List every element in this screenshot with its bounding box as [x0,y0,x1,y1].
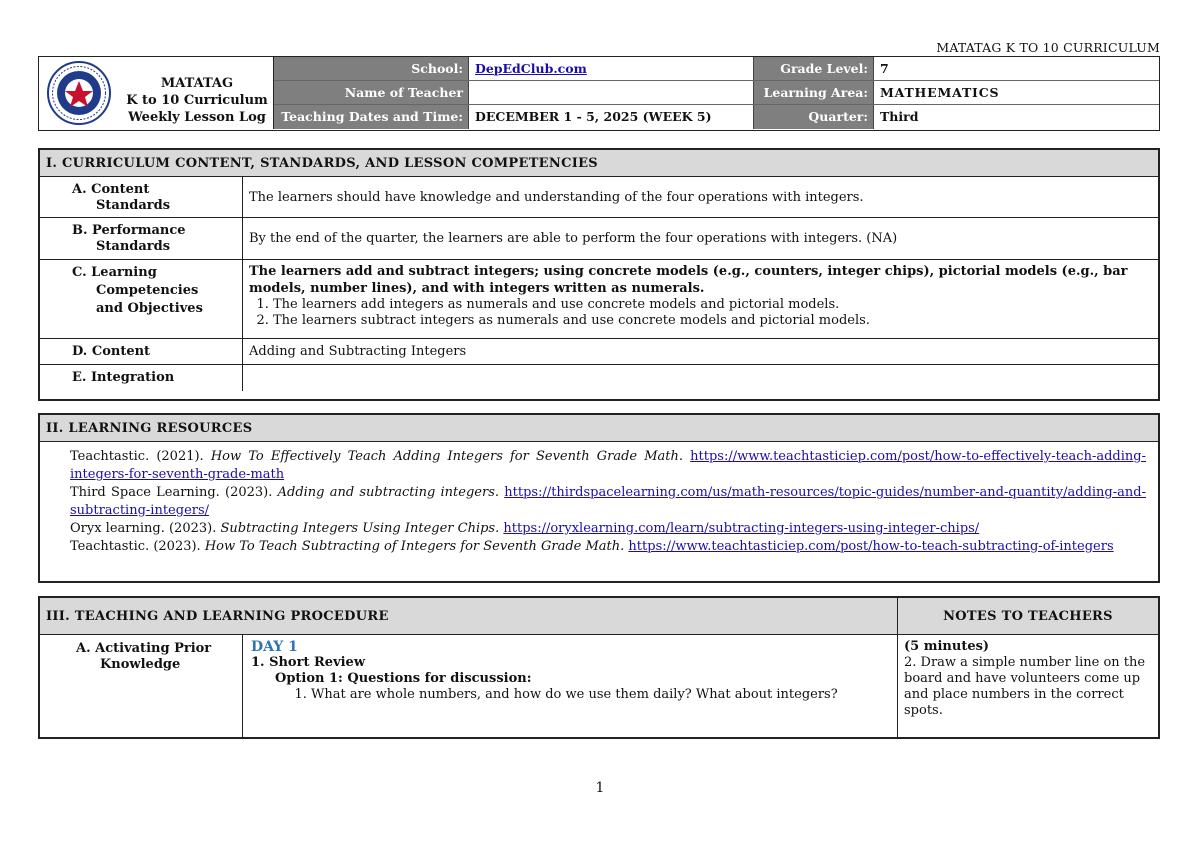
logo-line-2: K to 10 Curriculum [126,93,268,108]
objective-item: 2. The learners subtract integers as numerals and use concrete models and pictorial models. [273,313,1152,329]
competency-statement: The learners add and subtract integers; using concrete models (e.g., counters, integer chips), pictorial models (e.g., bar models, number lines), and with integers written as numerals. [249,264,1128,296]
reference-link[interactable]: https://thirdspacelearning.com/us/math-resources/topic-guides/number-and-quantity/adding-and-subtracting-integers/ [70,485,1146,518]
content-standards-label-1: A. Content [72,182,150,197]
learning-resources-title: II. LEARNING RESOURCES [40,415,1158,442]
question-item: 1. What are whole numbers, and how do we use them daily? What about integers? [311,687,887,703]
quarter-label: Quarter: [754,105,874,129]
notes-to-teachers-title: NOTES TO TEACHERS [943,609,1113,624]
procedure-header [40,598,1158,635]
content-label: D. Content [40,339,243,364]
teacher-notes [898,635,1158,737]
learning-area-label: Learning Area: [754,81,874,104]
curriculum-section-title: I. CURRICULUM CONTENT, STANDARDS, AND LESSON COMPETENCIES [40,150,1158,177]
school-link[interactable]: DepEdClub.com [475,61,587,76]
dates-label: Teaching Dates and Time: [274,105,469,129]
logo-text [117,75,277,126]
reference-link[interactable]: https://www.teachtasticiep.com/post/how-to-teach-subtracting-of-integers [628,539,1114,554]
learning-competencies-value [243,260,1158,338]
questions-list [251,687,887,703]
procedure-content [243,635,898,737]
content-standards-value: The learners should have knowledge and understanding of the four operations with integers. [249,189,864,205]
content-standards-label-2: Standards [96,198,171,213]
page-number: 1 [595,780,605,796]
logo-cell [39,57,274,129]
learning-resources-section [38,413,1160,583]
activating-prior-knowledge-row [40,635,1158,737]
content-standards-label [40,177,243,217]
short-review-heading: 1. Short Review [251,655,366,670]
performance-standards-row [40,218,1158,260]
grade-value: 7 [880,61,889,76]
activating-label-2: Knowledge [100,657,181,672]
reference-title: How To Effectively Teach Adding Integers for Seventh Grade Math. [210,449,684,464]
procedure-section [38,596,1160,739]
reference-title: Subtracting Integers Using Integer Chips. [220,521,500,536]
procedure-title: III. TEACHING AND LEARNING PROCEDURE [40,598,898,634]
logo-line-1: MATATAG [160,76,234,91]
curriculum-tag: MATATAG K TO 10 CURRICULUM [936,40,1160,55]
reference-author: Third Space Learning. (2023). [70,485,278,500]
reference-title: Adding and subtracting integers. [277,485,500,500]
logo-line-3: Weekly Lesson Log [128,110,266,125]
learning-competencies-label [40,260,243,338]
header-row-teacher [274,81,1159,105]
integration-label: E. Integration [40,365,243,391]
performance-standards-value: By the end of the quarter, the learners are able to perform the four operations with integers. (NA) [249,231,898,246]
reference-title: How To Teach Subtracting of Integers for Seventh Grade Math. [204,539,625,554]
option-heading: Option 1: Questions for discussion: [275,671,532,686]
reference-item [70,538,1146,556]
activating-label-1: A. Activating Prior [76,641,212,656]
objective-item: 1. The learners add integers as numerals and use concrete models and pictorial models. [273,297,1152,313]
reference-link[interactable]: https://www.teachtasticiep.com/post/how-to-effectively-teach-adding-integers-for-seventh-grade-math [70,449,1146,482]
notes-text: 2. Draw a simple number line on the board and have volunteers come up and place numbers in the correct spots. [904,655,1146,718]
reference-item [70,484,1146,520]
reference-author: Teachtastic. (2023). [70,539,205,554]
header-grid [274,57,1159,129]
references-list [40,442,1158,560]
objectives-list [249,297,1152,329]
teacher-label: Name of Teacher [274,81,469,104]
notes-time: (5 minutes) [904,639,990,654]
reference-link[interactable]: https://oryxlearning.com/learn/subtracting-integers-using-integer-chips/ [503,521,980,536]
school-label: School: [274,57,469,80]
teacher-value [469,81,754,104]
learning-competencies-label-3: and Objectives [96,301,203,316]
learning-competencies-row [40,260,1158,339]
reference-item [70,520,1146,538]
content-standards-row [40,177,1158,218]
deped-seal-icon [47,61,111,125]
performance-standards-label-2: Standards [96,239,171,254]
lesson-log-header [38,56,1160,131]
activating-prior-knowledge-label [40,635,243,737]
quarter-value: Third [880,109,919,124]
school-value[interactable] [469,57,754,80]
integration-value [243,365,1158,391]
performance-standards-label [40,218,243,259]
reference-author: Teachtastic. (2021). [70,449,211,464]
grade-label: Grade Level: [754,57,874,80]
header-row-school [274,57,1159,81]
performance-standards-label-1: B. Performance [72,223,186,238]
learning-area-value: MATHEMATICS [880,85,1000,100]
curriculum-section [38,148,1160,401]
integration-row [40,365,1158,391]
reference-author: Oryx learning. (2023). [70,521,221,536]
header-row-dates [274,105,1159,129]
learning-competencies-label-1: C. Learning [72,265,157,280]
reference-item [70,448,1146,484]
learning-competencies-label-2: Competencies [96,283,199,298]
content-value: Adding and Subtracting Integers [249,344,467,359]
day-heading: DAY 1 [251,639,298,655]
content-row [40,339,1158,365]
dates-value: DECEMBER 1 - 5, 2025 (WEEK 5) [469,105,754,129]
